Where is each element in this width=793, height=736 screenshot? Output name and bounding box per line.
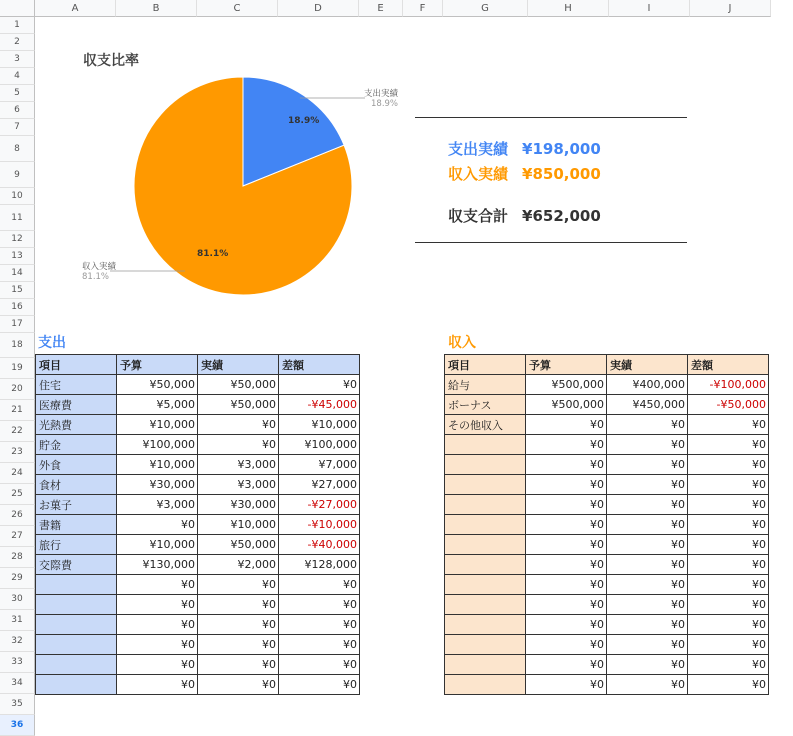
budget-cell[interactable]: ¥10,000 [117,535,198,555]
legend-income-label: 収入実績 [82,262,117,272]
row-header-28[interactable]: 28 [0,547,35,568]
item-cell[interactable] [445,475,526,495]
diff-cell[interactable]: -¥100,000 [688,375,769,395]
header-cell[interactable]: 実績 [198,355,279,375]
budget-cell[interactable]: ¥5,000 [117,395,198,415]
income-table [444,354,769,695]
table-row [445,595,769,615]
row-header-23[interactable]: 23 [0,442,35,463]
expense-section-title: 支出 [38,335,66,351]
row-header-35[interactable]: 35 [0,694,35,715]
table-row [445,675,769,695]
column-header-g[interactable]: G [443,0,528,17]
budget-cell[interactable]: ¥0 [526,575,607,595]
diff-cell[interactable]: ¥0 [279,575,360,595]
actual-cell[interactable]: ¥0 [607,675,688,695]
table-row [445,435,769,455]
table-row [36,635,360,655]
column-header-d[interactable]: D [278,0,359,17]
header-cell[interactable]: 項目 [36,355,117,375]
table-row [36,495,360,515]
row-header-5[interactable]: 5 [0,85,35,102]
actual-cell[interactable]: ¥50,000 [198,395,279,415]
table-row [36,675,360,695]
diff-cell[interactable]: ¥0 [688,435,769,455]
diff-cell[interactable]: ¥0 [688,535,769,555]
item-cell[interactable]: 旅行 [36,535,117,555]
actual-cell[interactable]: ¥0 [198,575,279,595]
actual-cell[interactable]: ¥0 [607,415,688,435]
actual-cell[interactable]: ¥3,000 [198,475,279,495]
table-row [36,395,360,415]
diff-cell[interactable]: ¥0 [279,375,360,395]
table-row [445,455,769,475]
actual-cell[interactable]: ¥0 [607,635,688,655]
diff-cell[interactable]: ¥0 [688,675,769,695]
diff-cell[interactable]: ¥0 [279,655,360,675]
actual-cell[interactable]: ¥50,000 [198,375,279,395]
summary-top-rule [415,117,687,118]
item-cell[interactable]: 貯金 [36,435,117,455]
actual-cell[interactable]: ¥0 [607,475,688,495]
budget-cell[interactable]: ¥0 [526,415,607,435]
row-header-3[interactable]: 3 [0,51,35,68]
table-row [445,375,769,395]
row-header-29[interactable]: 29 [0,568,35,589]
budget-cell[interactable]: ¥0 [526,435,607,455]
actual-cell[interactable]: ¥0 [198,435,279,455]
budget-cell[interactable]: ¥0 [526,595,607,615]
diff-cell[interactable]: -¥10,000 [279,515,360,535]
budget-cell[interactable]: ¥0 [526,495,607,515]
diff-cell[interactable]: ¥0 [688,615,769,635]
diff-cell[interactable]: ¥0 [688,575,769,595]
table-row [445,535,769,555]
table-row [445,635,769,655]
item-cell[interactable] [36,635,117,655]
select-all-corner[interactable] [0,0,35,17]
actual-cell[interactable]: ¥0 [607,595,688,615]
actual-cell[interactable]: ¥0 [607,535,688,555]
table-row [445,475,769,495]
budget-cell[interactable]: ¥0 [526,635,607,655]
budget-cell[interactable]: ¥0 [526,615,607,635]
item-cell[interactable] [36,655,117,675]
actual-cell[interactable]: ¥0 [198,415,279,435]
actual-cell[interactable]: ¥0 [607,615,688,635]
summary-bottom-rule [415,242,687,243]
header-cell[interactable]: 予算 [117,355,198,375]
row-header-14[interactable]: 14 [0,265,35,282]
budget-cell[interactable]: ¥0 [117,595,198,615]
diff-cell[interactable]: ¥0 [688,495,769,515]
table-header-row [445,355,769,375]
item-cell[interactable]: 医療費 [36,395,117,415]
slice-label-expense: 18.9% [288,116,320,126]
item-cell[interactable] [445,555,526,575]
row-header-10[interactable]: 10 [0,188,35,205]
diff-cell[interactable]: ¥0 [279,595,360,615]
column-header-j[interactable]: J [690,0,771,17]
row-header-31[interactable]: 31 [0,610,35,631]
table-row [36,415,360,435]
row-header-30[interactable]: 30 [0,589,35,610]
actual-cell[interactable]: ¥10,000 [198,515,279,535]
header-cell[interactable]: 差額 [688,355,769,375]
actual-cell[interactable]: ¥0 [607,495,688,515]
table-row [36,615,360,635]
actual-cell[interactable]: ¥30,000 [198,495,279,515]
actual-cell[interactable]: ¥50,000 [198,535,279,555]
diff-cell[interactable]: ¥0 [688,515,769,535]
item-cell[interactable] [445,595,526,615]
summary-income [448,163,601,184]
table-row [36,435,360,455]
table-row [445,575,769,595]
budget-cell[interactable]: ¥500,000 [526,395,607,415]
budget-cell[interactable]: ¥0 [526,535,607,555]
actual-cell[interactable]: ¥0 [198,595,279,615]
budget-cell[interactable]: ¥0 [526,655,607,675]
legend-expense-pct: 18.9% [371,99,399,109]
budget-cell[interactable]: ¥30,000 [117,475,198,495]
item-cell[interactable] [445,495,526,515]
item-cell[interactable]: 書籍 [36,515,117,535]
item-cell[interactable] [445,515,526,535]
diff-cell[interactable]: ¥100,000 [279,435,360,455]
row-header-7[interactable]: 7 [0,119,35,136]
row-header-9[interactable]: 9 [0,162,35,188]
summary-expense-label: 支出実績 [448,140,509,158]
budget-cell[interactable]: ¥500,000 [526,375,607,395]
diff-cell[interactable]: -¥40,000 [279,535,360,555]
actual-cell[interactable]: ¥0 [198,615,279,635]
legend-expense-label: 支出実績 [364,89,399,99]
table-row [445,515,769,535]
table-row [36,515,360,535]
table-header-row [36,355,360,375]
header-cell[interactable]: 実績 [607,355,688,375]
item-cell[interactable] [36,675,117,695]
diff-cell[interactable]: ¥0 [688,475,769,495]
expense-table [35,354,360,695]
diff-cell[interactable]: ¥0 [688,415,769,435]
row-header-17[interactable]: 17 [0,316,35,333]
budget-cell[interactable]: ¥0 [117,615,198,635]
actual-cell[interactable]: ¥0 [607,555,688,575]
item-cell[interactable]: 交際費 [36,555,117,575]
diff-cell[interactable]: ¥0 [279,675,360,695]
row-header-26[interactable]: 26 [0,505,35,526]
item-cell[interactable]: 光熱費 [36,415,117,435]
row-header-34[interactable]: 34 [0,673,35,694]
table-row [36,595,360,615]
row-header-11[interactable]: 11 [0,205,35,231]
column-header-e[interactable]: E [359,0,403,17]
diff-cell[interactable]: ¥0 [279,615,360,635]
item-cell[interactable]: 住宅 [36,375,117,395]
row-header-8[interactable]: 8 [0,136,35,162]
diff-cell[interactable]: ¥128,000 [279,555,360,575]
diff-cell[interactable]: ¥0 [688,455,769,475]
summary-expense [448,138,601,159]
table-row [36,375,360,395]
actual-cell[interactable]: ¥0 [607,655,688,675]
income-section-title: 収入 [448,335,476,351]
item-cell[interactable] [445,675,526,695]
row-header-22[interactable]: 22 [0,421,35,442]
column-header-c[interactable]: C [197,0,278,17]
table-row [36,455,360,475]
chart-title: 収支比率 [83,53,139,69]
item-cell[interactable]: ボーナス [445,395,526,415]
legend-income [82,262,116,282]
budget-cell[interactable]: ¥10,000 [117,415,198,435]
diff-cell[interactable]: ¥10,000 [279,415,360,435]
budget-cell[interactable]: ¥130,000 [117,555,198,575]
budget-cell[interactable]: ¥50,000 [117,375,198,395]
row-header-27[interactable]: 27 [0,526,35,547]
column-header-a[interactable]: A [35,0,116,17]
header-cell[interactable]: 予算 [526,355,607,375]
actual-cell[interactable]: ¥0 [198,655,279,675]
row-header-25[interactable]: 25 [0,484,35,505]
row-header-24[interactable]: 24 [0,463,35,484]
row-header-18[interactable]: 18 [0,333,35,358]
row-header-1[interactable]: 1 [0,17,35,34]
legend-income-pct: 81.1% [82,272,110,282]
item-cell[interactable] [445,535,526,555]
diff-cell[interactable]: ¥0 [279,635,360,655]
diff-cell[interactable]: -¥45,000 [279,395,360,415]
table-row [36,575,360,595]
column-header-f[interactable]: F [403,0,443,17]
item-cell[interactable] [445,615,526,635]
item-cell[interactable]: 外食 [36,455,117,475]
row-header-36[interactable]: 36 [0,715,35,736]
row-header-21[interactable]: 21 [0,400,35,421]
item-cell[interactable]: その他収入 [445,415,526,435]
row-header-2[interactable]: 2 [0,34,35,51]
diff-cell[interactable]: ¥0 [688,655,769,675]
column-header-b[interactable]: B [116,0,197,17]
row-header-33[interactable]: 33 [0,652,35,673]
actual-cell[interactable]: ¥3,000 [198,455,279,475]
budget-cell[interactable]: ¥3,000 [117,495,198,515]
row-header-4[interactable]: 4 [0,68,35,85]
item-cell[interactable]: 食材 [36,475,117,495]
budget-cell[interactable]: ¥0 [526,515,607,535]
row-header-15[interactable]: 15 [0,282,35,299]
table-row [36,555,360,575]
actual-cell[interactable]: ¥0 [607,455,688,475]
actual-cell[interactable]: ¥0 [198,675,279,695]
row-header-16[interactable]: 16 [0,299,35,316]
item-cell[interactable] [445,455,526,475]
budget-cell[interactable]: ¥0 [117,635,198,655]
actual-cell[interactable]: ¥0 [607,575,688,595]
row-header-20[interactable]: 20 [0,379,35,400]
actual-cell[interactable]: ¥400,000 [607,375,688,395]
item-cell[interactable] [36,595,117,615]
diff-cell[interactable]: -¥27,000 [279,495,360,515]
actual-cell[interactable]: ¥0 [198,635,279,655]
summary-expense-value: ¥198,000 [522,140,601,158]
item-cell[interactable] [445,435,526,455]
diff-cell[interactable]: ¥0 [688,555,769,575]
legend-expense [364,89,398,109]
table-row [36,475,360,495]
summary-total-value: ¥652,000 [522,207,601,225]
item-cell[interactable]: 給与 [445,375,526,395]
row-header-6[interactable]: 6 [0,102,35,119]
summary-income-value: ¥850,000 [522,165,601,183]
item-cell[interactable] [36,615,117,635]
table-row [445,655,769,675]
header-cell[interactable]: 差額 [279,355,360,375]
actual-cell[interactable]: ¥2,000 [198,555,279,575]
budget-cell[interactable]: ¥100,000 [117,435,198,455]
diff-cell[interactable]: ¥0 [688,635,769,655]
row-header-19[interactable]: 19 [0,358,35,379]
summary-total [448,205,601,226]
table-row [445,495,769,515]
table-row [445,415,769,435]
budget-cell[interactable]: ¥0 [526,475,607,495]
table-row [445,555,769,575]
item-cell[interactable] [445,575,526,595]
row-header-32[interactable]: 32 [0,631,35,652]
header-cell[interactable]: 項目 [445,355,526,375]
pie-chart[interactable] [110,70,400,310]
budget-cell[interactable]: ¥0 [117,655,198,675]
diff-cell[interactable]: ¥0 [688,595,769,615]
item-cell[interactable]: お菓子 [36,495,117,515]
column-header-i[interactable]: I [609,0,690,17]
table-row [445,395,769,415]
budget-cell[interactable]: ¥0 [117,575,198,595]
diff-cell[interactable]: ¥27,000 [279,475,360,495]
budget-cell[interactable]: ¥0 [117,515,198,535]
summary-income-label: 収入実績 [448,165,509,183]
row-header-13[interactable]: 13 [0,248,35,265]
column-header-h[interactable]: H [528,0,609,17]
budget-cell[interactable]: ¥10,000 [117,455,198,475]
table-row [36,655,360,675]
item-cell[interactable] [445,655,526,675]
row-header-12[interactable]: 12 [0,231,35,248]
budget-cell[interactable]: ¥0 [526,675,607,695]
actual-cell[interactable]: ¥450,000 [607,395,688,415]
table-row [36,535,360,555]
diff-cell[interactable]: -¥50,000 [688,395,769,415]
slice-label-income: 81.1% [197,249,229,259]
table-row [445,615,769,635]
item-cell[interactable] [445,635,526,655]
budget-cell[interactable]: ¥0 [117,675,198,695]
actual-cell[interactable]: ¥0 [607,435,688,455]
diff-cell[interactable]: ¥7,000 [279,455,360,475]
budget-cell[interactable]: ¥0 [526,455,607,475]
item-cell[interactable] [36,575,117,595]
actual-cell[interactable]: ¥0 [607,515,688,535]
budget-cell[interactable]: ¥0 [526,555,607,575]
summary-total-label: 収支合計 [448,207,509,225]
